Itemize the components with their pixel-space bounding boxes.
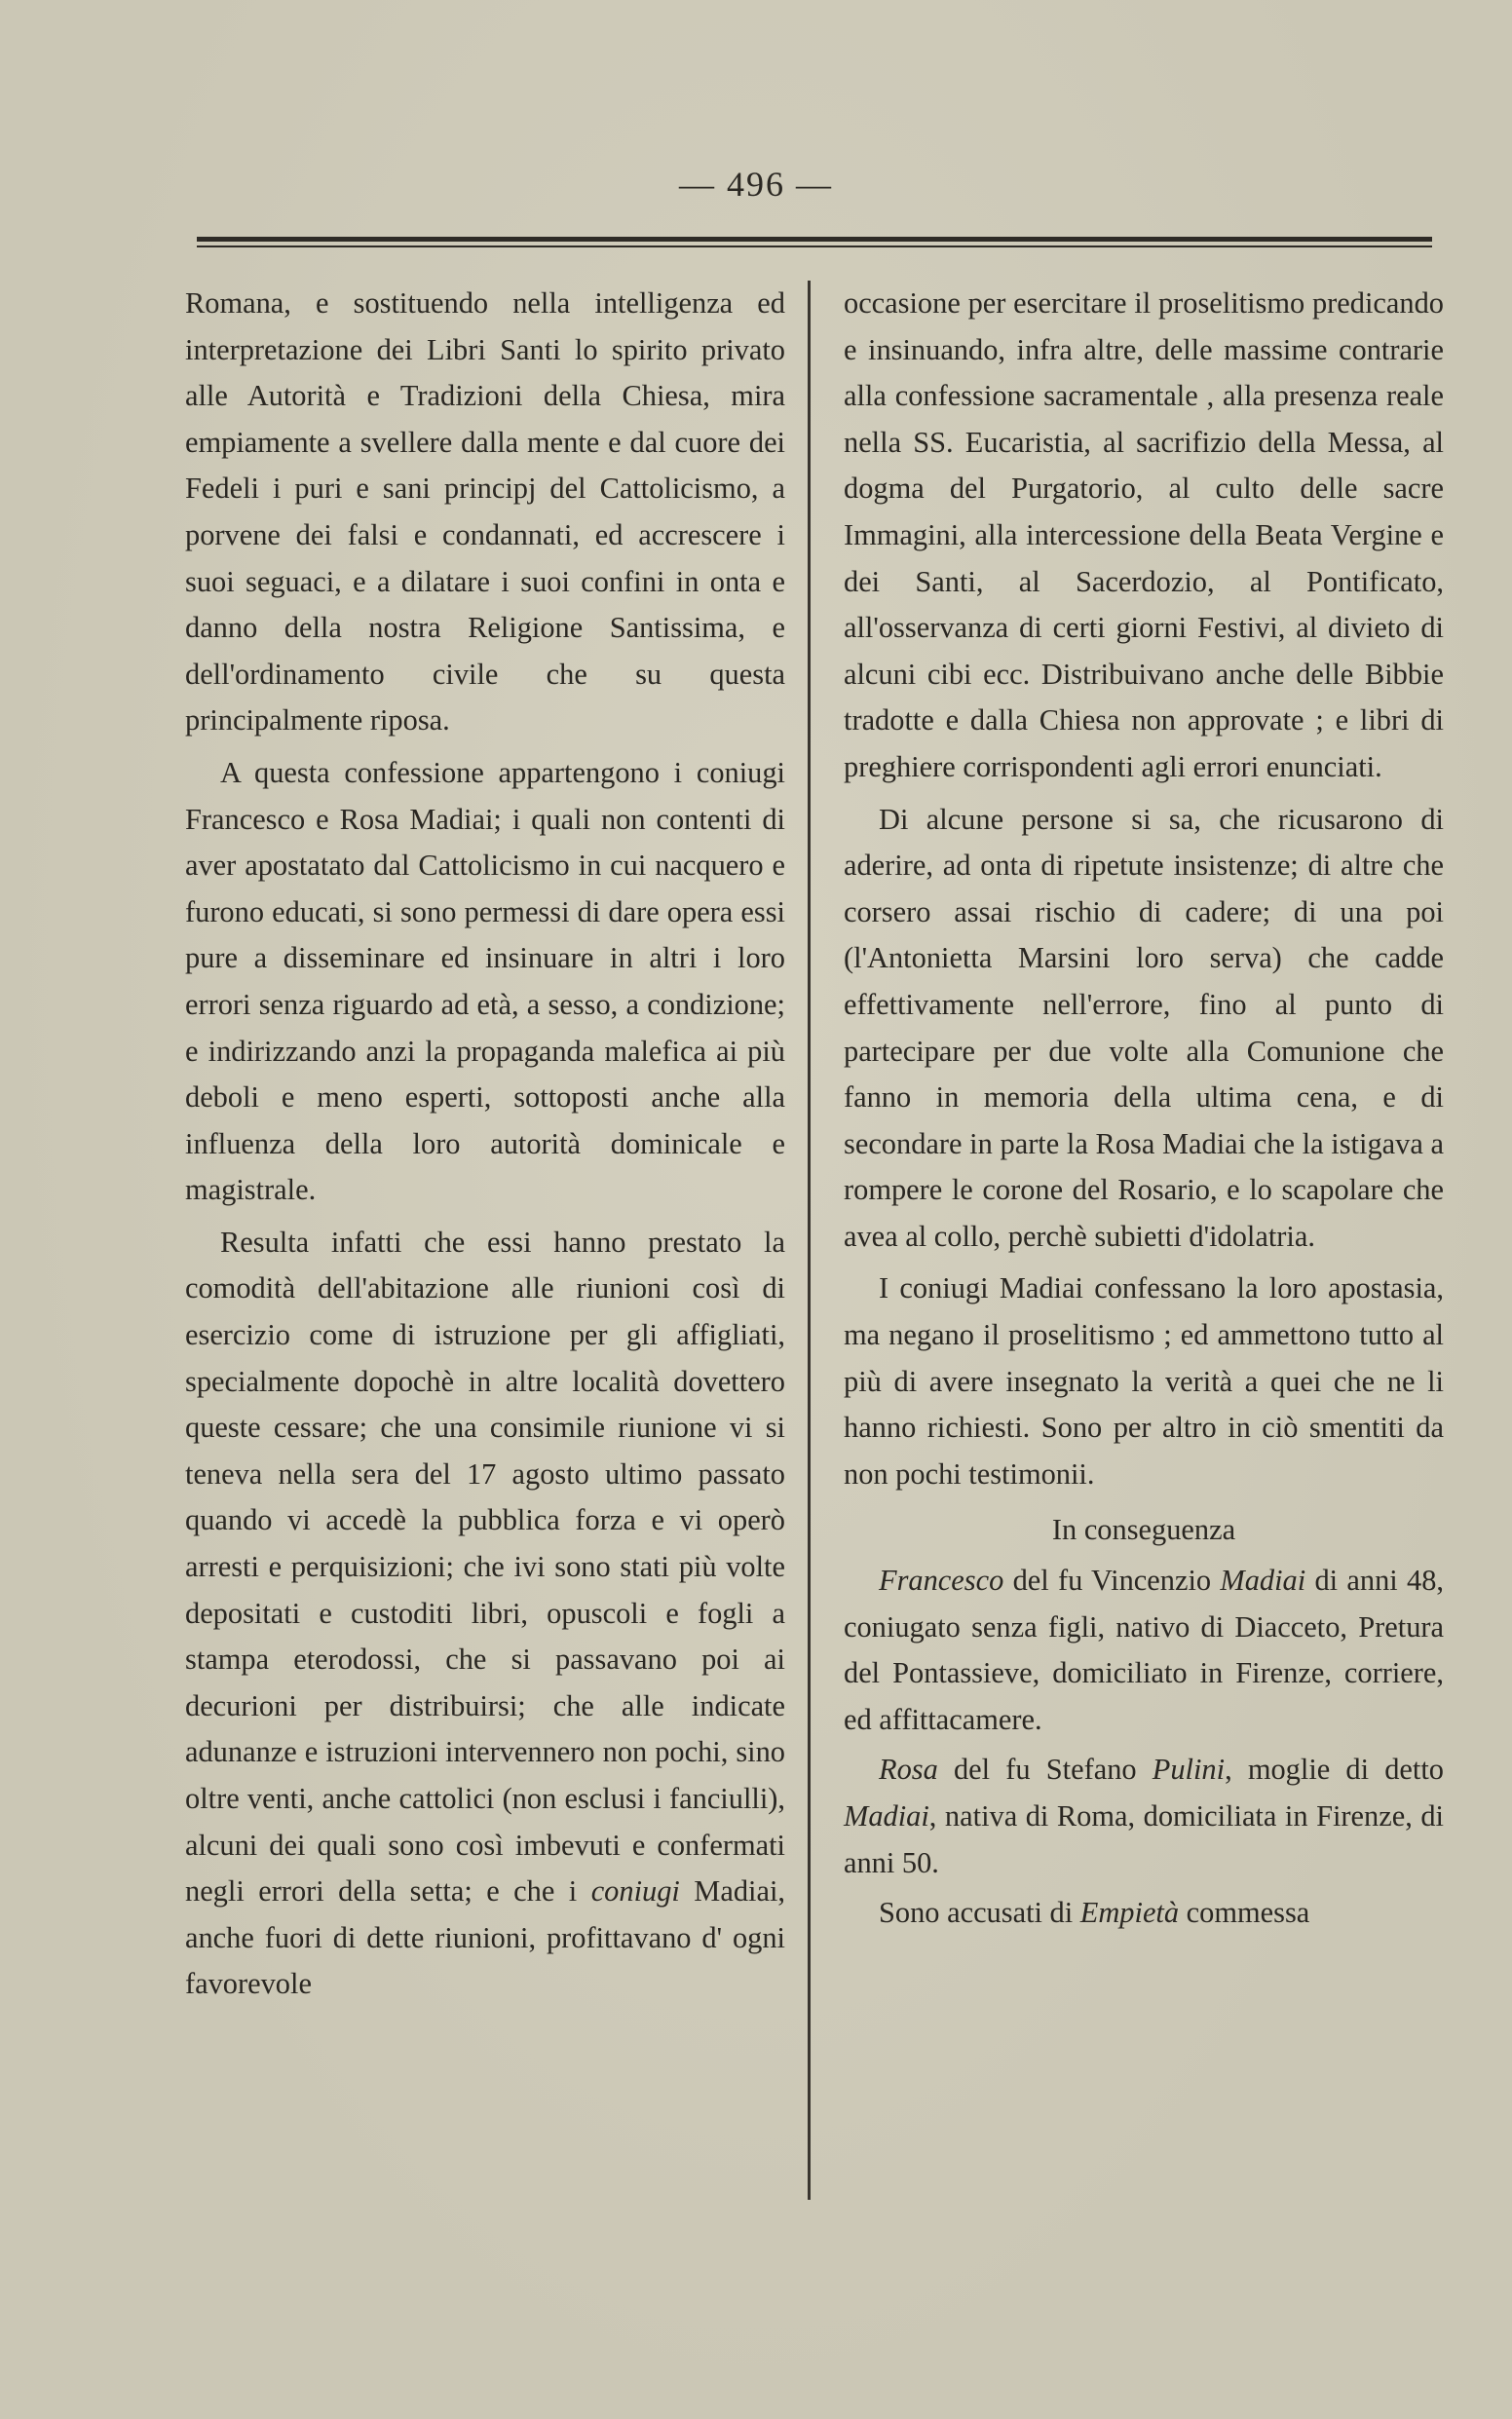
column-divider <box>808 281 811 2200</box>
surname-madiai-2: Madiai <box>844 1799 929 1833</box>
section-heading: In conseguenza <box>1051 1513 1236 1547</box>
surname-pulini: Pulini <box>1152 1753 1226 1787</box>
right-paragraph-4-text-a: del fu Vincenzio <box>1003 1564 1221 1598</box>
surname-madiai: Madiai <box>1220 1564 1306 1598</box>
right-paragraph-5-text-a: del fu Stefano <box>937 1753 1153 1787</box>
header-rule-thick <box>197 237 1432 242</box>
right-paragraph-1: occasione per esercitare il proselitismo predicando e insinuando, infra altre, delle massime contrarie alla confessione sacramentale , alla presenza reale nella SS. Eucaristia, al sacrifizio della Messa, al dogma del Purgatorio, al culto delle sacre Immagini, alla intercessione della Beata Vergine e dei Santi, al Sacerdozio, al Pontificato, all'osservanza di certi giorni Festivi, al divieto di alcuni cibi ecc. Distribuivano anche delle Bibbie tradotte e dalla Chiesa non approvate ; e libri di preghiere corrispondenti agli errori enunciati. <box>844 286 1444 783</box>
right-paragraph-6 <box>844 1890 1444 1937</box>
right-paragraph-4 <box>844 1558 1444 1743</box>
left-paragraph-1: Romana, e sostituendo nella intelligenza ed interpretazione dei Libri Santi lo spirito privato alle Autorità e Tradizioni della Chiesa, mira empiamente a svellere dalla mente e dal cuore dei Fedeli i puri e sani principj del Cattolicismo, a porvene dei falsi e condannati, ed accrescere i suoi seguaci, e a dilatare i suoi confini in onta e danno della nostra Religione Santissima, e dell'ordinamento civile che su questa principalmente riposa. <box>185 286 785 737</box>
right-paragraph-6-text-b: commessa <box>1179 1896 1310 1930</box>
right-paragraph-6-text-a: Sono accusati di <box>879 1896 1080 1930</box>
word-empieta: Empietà <box>1079 1896 1180 1930</box>
left-paragraph-3 <box>185 1220 785 2008</box>
left-paragraph-2: A questa confessione appartengono i coniugi Francesco e Rosa Madiai; i quali non contenti di aver apostatato dal Cattolicismo in cui nacquero e furono educati, si sono permessi di dare opera essi pure a disseminare ed insinuare in altri i loro errori senza riguardo ad età, a sesso, a condizione; e indirizzando anzi la propaganda malefica ai più deboli e meno esperti, sottoposti anche alla influenza della loro autorità dominicale e magistrale. <box>185 755 785 1207</box>
page-number: — 496 — <box>679 165 833 204</box>
right-paragraph-5-text-c: , nativa di Roma, domiciliata in Firenze, di anni 50. <box>844 1799 1444 1879</box>
left-paragraph-3-italic: coniugi <box>590 1874 680 1909</box>
right-paragraph-2: Di alcune persone si sa, che ricusarono di aderire, ad onta di ripetute insistenze; di altre che corsero assai rischio di cadere; di una poi (l'Antonietta Marsini loro serva) che cadde effettivamente nell'errore, fino al punto di partecipare per due volte alla Comunione che fanno in memoria della ultima cena, e di secondare in parte la Rosa Madiai che la istigava a rompere le corone del Rosario, e lo scapolare che avea al collo, perchè subietti d'idolatria. <box>844 802 1444 1253</box>
header-rule-thin <box>197 246 1432 247</box>
right-paragraph-5 <box>844 1747 1444 1886</box>
name-rosa: Rosa <box>879 1753 938 1787</box>
left-paragraph-3-text-b: Madiai, anche fuori di dette riunioni, profittavano d' ogni favorevole <box>185 1874 785 2001</box>
right-paragraph-3: I coniugi Madiai confessano la loro apostasia, ma negano il proselitismo ; ed ammettono tutto al più di avere insegnato la verità a quei che ne li hanno richiesti. Sono per altro in ciò smentiti da non pochi testimonii. <box>844 1271 1444 1491</box>
left-column <box>185 281 785 2008</box>
name-francesco: Francesco <box>879 1564 1004 1598</box>
right-paragraph-5-text-b: , moglie di detto <box>1225 1753 1445 1787</box>
right-paragraph-4-text-b: di anni 48, coniugato senza figli, nativo di Diacceto, Pretura del Pontassieve, domiciliato in Firenze, corriere, ed affittacamere. <box>844 1564 1444 1736</box>
right-column <box>844 281 1444 1937</box>
left-paragraph-3-text-a: Resulta infatti che essi hanno prestato la comodità dell'abitazione alle riunioni così di esercizio come di istruzione per gli affigliati, specialmente dopochè in altre località dovettero queste cessare; che una consimile riunione vi si teneva nella sera del 17 agosto ultimo passato quando vi accedè la pubblica forza e vi operò arresti e perquisizioni; che ivi sono stati più volte depositati e custoditi libri, opuscoli e fogli a stampa eterodossi, che si passavano poi ai decurioni per distribuirsi; che alle indicate adunanze e istruzioni intervennero non pochi, sino oltre venti, anche cattolici (non esclusi i fanciulli), alcuni dei quali sono così imbevuti e confermati negli errori della setta; e che i <box>185 1225 785 1909</box>
